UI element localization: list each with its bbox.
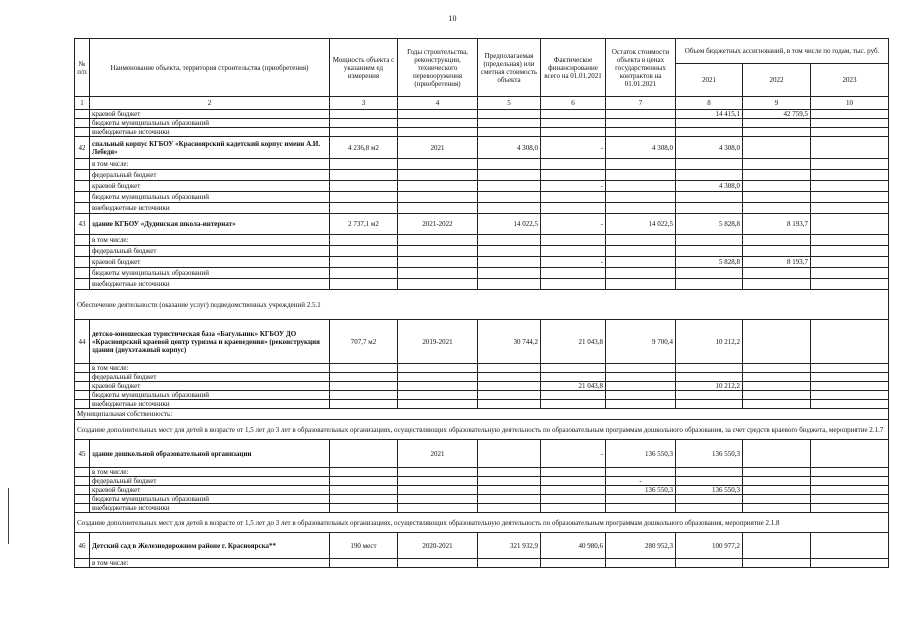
header-years: Годы строительства, реконструкции, технического перевооружения (приобретения) [398, 39, 478, 97]
object-capacity: 2 737,1 м2 [330, 214, 398, 235]
row-label: в том числе: [90, 235, 330, 246]
table-row [75, 468, 889, 477]
table-row [75, 400, 889, 409]
cell-financed: - [541, 181, 606, 192]
row-label: краевой бюджет [90, 181, 330, 192]
row-label: федеральный бюджет [90, 246, 330, 257]
cell-remaining: 136 550,3 [606, 486, 676, 495]
row-label: внебюджетные источники [90, 203, 330, 214]
table-row [75, 159, 889, 170]
row-label: внебюджетные источники [90, 400, 330, 409]
colnum: 9 [743, 97, 811, 110]
object-name: спальный корпус КГБОУ «Красноярский кадетский корпус имени А.И. Лебедя» [90, 137, 330, 159]
header-row [75, 39, 889, 64]
row-label: бюджеты муниципальных образований [90, 119, 330, 128]
table-row [75, 364, 889, 373]
table-row [75, 203, 889, 214]
column-number-row [75, 97, 889, 110]
row-label: внебюджетные источники [90, 128, 330, 137]
header-budget-group: Объем бюджетных ассигнований, в том числе по годам, тыс. руб. [676, 39, 889, 64]
object-cost: 30 744,2 [478, 320, 541, 364]
object-capacity: 4 236,8 м2 [330, 137, 398, 159]
section-title: Обеспечение деятельности (оказание услуг) подведомственных учреждений 2.5.1 [75, 290, 889, 320]
table-row [75, 391, 889, 400]
object-financed: 40 980,6 [541, 533, 606, 559]
row-label: федеральный бюджет [90, 477, 330, 486]
page-number: 10 [448, 14, 457, 23]
cell-2021: 10 212,2 [676, 320, 743, 364]
header-name: Наименование объекта, территория строительства (приобретения) [90, 39, 330, 97]
cell-2022: 8 193,7 [743, 214, 811, 235]
table-row [75, 257, 889, 268]
header-cost: Предполагаемая (предельная) или сметная стоимость объекта [478, 39, 541, 97]
cell-financed: - [541, 257, 606, 268]
table-row [75, 192, 889, 203]
object-financed: - [541, 214, 606, 235]
header-2023: 2023 [811, 64, 889, 97]
object-name: здание КГБОУ «Дудинская школа-интернат» [90, 214, 330, 235]
header-financed: Фактическое финансирование всего на 01.01.2021 [541, 39, 606, 97]
row-label: в том числе: [90, 468, 330, 477]
object-remaining: 14 022,5 [606, 214, 676, 235]
object-remaining: 4 308,0 [606, 137, 676, 159]
colnum: 3 [330, 97, 398, 110]
object-capacity: 190 мест [330, 533, 398, 559]
table-row [75, 279, 889, 290]
object-name: детско-юношеская туристическая база «Багульник» КГБОУ ДО «Красноярский краевой центр туризма и краеведения» (реконструкция здания (двухэтажный корпус) [90, 320, 330, 364]
row-label: краевой бюджет [90, 110, 330, 119]
section-row [75, 409, 889, 420]
cell-2021: 136 550,3 [676, 486, 743, 495]
section-title: Создание дополнительных мест для детей в возрасте от 1,5 лет до 3 лет в образовательных организациях, осуществляющих образовательную деятельность по образовательным программам дошкольного образования, мероприятие 2.1.8 [75, 513, 889, 533]
object-years: 2021 [398, 440, 478, 468]
cell-financed: 21 043,8 [541, 382, 606, 391]
cell-2021: 100 977,2 [676, 533, 743, 559]
cell-2021: 5 828,8 [676, 257, 743, 268]
object-years: 2021 [398, 137, 478, 159]
object-remaining: 136 550,3 [606, 440, 676, 468]
header-remaining: Остаток стоимости объекта в ценах государственных контрактов на 01.01.2021 [606, 39, 676, 97]
row-label: в том числе: [90, 364, 330, 373]
object-capacity: 707,7 м2 [330, 320, 398, 364]
row-label: федеральный бюджет [90, 170, 330, 181]
row-label: краевой бюджет [90, 257, 330, 268]
row-label: бюджеты муниципальных образований [90, 192, 330, 203]
row-label: бюджеты муниципальных образований [90, 391, 330, 400]
row-label: внебюджетные источники [90, 279, 330, 290]
colnum: 5 [478, 97, 541, 110]
object-name: Детский сад в Железнодорожном районе г. Красноярска** [90, 533, 330, 559]
object-number: 45 [75, 440, 90, 468]
object-row-45 [75, 440, 889, 468]
object-cost: 14 022,5 [478, 214, 541, 235]
table-row [75, 246, 889, 257]
object-number: 42 [75, 137, 90, 159]
colnum: 4 [398, 97, 478, 110]
object-financed: - [541, 440, 606, 468]
cell-2022: 8 193,7 [743, 257, 811, 268]
table-row [75, 268, 889, 279]
colnum: 10 [811, 97, 889, 110]
object-cost: 4 308,0 [478, 137, 541, 159]
row-label: федеральный бюджет [90, 373, 330, 382]
budget-table [74, 38, 889, 568]
row-label: в том числе: [90, 159, 330, 170]
section-row [75, 420, 889, 440]
section-title: Создание дополнительных мест для детей в возрасте от 1,5 лет до 3 лет в образовательных организациях, осуществляющих образовательную деятельность по образовательным программам дошкольного образования, за счет средств краевого бюджета, мероприятие 2.1.7 [75, 420, 889, 440]
row-label: внебюджетные источники [90, 504, 330, 513]
object-number: 44 [75, 320, 90, 364]
table-row [75, 559, 889, 568]
row-label: бюджеты муниципальных образований [90, 495, 330, 504]
margin-line [8, 488, 9, 544]
colnum: 2 [90, 97, 330, 110]
section-title: Муниципальная собственность: [75, 409, 889, 420]
object-row-43 [75, 214, 889, 235]
object-row-46 [75, 533, 889, 559]
table-row [75, 382, 889, 391]
colnum: 7 [606, 97, 676, 110]
object-row-44 [75, 320, 889, 364]
section-row [75, 513, 889, 533]
table-row [75, 128, 889, 137]
table-row [75, 495, 889, 504]
header-num: № п/п [75, 39, 90, 97]
row-label: бюджеты муниципальных образований [90, 268, 330, 279]
object-number: 43 [75, 214, 90, 235]
object-remaining: 9 700,4 [606, 320, 676, 364]
section-row [75, 290, 889, 320]
table-row [75, 486, 889, 495]
object-cost: 321 932,9 [478, 533, 541, 559]
cell-2021: 10 212,2 [676, 382, 743, 391]
object-years: 2019-2021 [398, 320, 478, 364]
table-row [75, 477, 889, 486]
row-label: краевой бюджет [90, 486, 330, 495]
header-capacity: Мощность объекта с указанием ед измерения [330, 39, 398, 97]
object-years: 2021-2022 [398, 214, 478, 235]
cell-2021: 136 550,3 [676, 440, 743, 468]
object-financed: - [541, 137, 606, 159]
cell-2021: 5 828,8 [676, 214, 743, 235]
colnum: 6 [541, 97, 606, 110]
colnum: 8 [676, 97, 743, 110]
header-2021: 2021 [676, 64, 743, 97]
object-financed: 21 043,8 [541, 320, 606, 364]
row-label: краевой бюджет [90, 382, 330, 391]
cell-2021: 4 308,0 [676, 137, 743, 159]
table-row [75, 235, 889, 246]
object-name: здание дошкольной образовательной организации [90, 440, 330, 468]
row-label: в том числе: [90, 559, 330, 568]
table-row [75, 504, 889, 513]
colnum: 1 [75, 97, 90, 110]
cell-2021: 14 415,1 [676, 110, 743, 119]
table-row [75, 110, 889, 119]
cell-2021: 4 308,0 [676, 181, 743, 192]
table-row [75, 373, 889, 382]
object-years: 2020-2021 [398, 533, 478, 559]
table-row [75, 170, 889, 181]
table-row [75, 181, 889, 192]
header-2022: 2022 [743, 64, 811, 97]
object-remaining: 280 952,3 [606, 533, 676, 559]
object-row-42 [75, 137, 889, 159]
object-number: 46 [75, 533, 90, 559]
cell-remaining: - [606, 477, 676, 486]
cell-2022: 42 759,5 [743, 110, 811, 119]
table-row [75, 119, 889, 128]
